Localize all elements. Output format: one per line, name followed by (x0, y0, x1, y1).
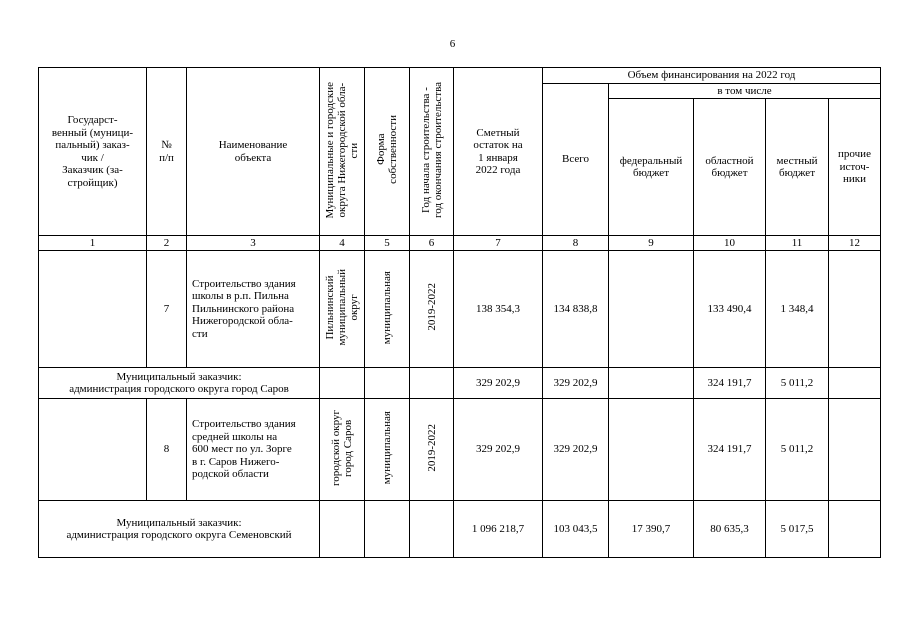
financing-table (38, 67, 881, 558)
years-text: 2019-2022 (425, 423, 438, 472)
district-cell (320, 501, 365, 558)
other-value (829, 251, 881, 368)
ownership-cell (365, 501, 410, 558)
total-value: 329 202,9 (543, 399, 609, 501)
balance-value: 329 202,9 (454, 399, 543, 501)
district-cell (320, 251, 365, 368)
row-num: 7 (147, 251, 187, 368)
federal-value (609, 368, 694, 399)
ownership-cell (365, 368, 410, 399)
header-other: прочие источ- ники (829, 99, 881, 236)
federal-value (609, 251, 694, 368)
col-number: 5 (365, 236, 410, 251)
header-customer: Государст- венный (муници- пальный) заказ- чик / Заказчик (за- стройщик) (39, 68, 147, 236)
header-regional: областной бюджет (694, 99, 766, 236)
header-ownership-text: Форма собственности (375, 115, 399, 185)
other-value (829, 501, 881, 558)
district-text: городской округ город Саров (330, 409, 354, 486)
col-number: 2 (147, 236, 187, 251)
customer-label: Муниципальный заказчик: администрация городского округа город Саров (39, 368, 320, 399)
ownership-cell (365, 399, 410, 501)
header-ownership (365, 68, 410, 236)
customer-cell (39, 251, 147, 368)
object-name: Строительство здания средней школы на 600 мест по ул. Зорге в г. Саров Нижего- родской области (187, 399, 320, 501)
district-cell (320, 399, 365, 501)
table-row (39, 251, 881, 368)
header-including: в том числе (609, 84, 881, 99)
years-cell (410, 399, 454, 501)
years-text: 2019-2022 (425, 283, 438, 332)
years-cell (410, 368, 454, 399)
header-district-text: Муниципальные и городские округа Нижегородской обла- сти (324, 81, 360, 218)
regional-value: 324 191,7 (694, 399, 766, 501)
regional-value: 324 191,7 (694, 368, 766, 399)
header-years-text: Год начала строительства - год окончания строительства (419, 81, 444, 218)
col-number: 4 (320, 236, 365, 251)
col-number: 6 (410, 236, 454, 251)
district-cell (320, 368, 365, 399)
total-value: 329 202,9 (543, 368, 609, 399)
object-name: Строительство здания школы в р.п. Пильна Пильнинского района Нижегородской обла- сти (187, 251, 320, 368)
header-num: № п/п (147, 68, 187, 236)
header-balance: Сметный остаток на 1 января 2022 года (454, 68, 543, 236)
total-value: 134 838,8 (543, 251, 609, 368)
customer-cell (39, 399, 147, 501)
federal-value (609, 399, 694, 501)
header-name: Наименование объекта (187, 68, 320, 236)
col-number: 1 (39, 236, 147, 251)
table-row (39, 368, 881, 399)
header-federal: федеральный бюджет (609, 99, 694, 236)
col-number: 9 (609, 236, 694, 251)
federal-value: 17 390,7 (609, 501, 694, 558)
col-number: 10 (694, 236, 766, 251)
balance-value: 329 202,9 (454, 368, 543, 399)
customer-label: Муниципальный заказчик: администрация городского округа Семеновский (39, 501, 320, 558)
local-value: 5 011,2 (766, 399, 829, 501)
header-years (410, 68, 454, 236)
page-number: 6 (449, 38, 456, 50)
years-cell (410, 251, 454, 368)
regional-value: 80 635,3 (694, 501, 766, 558)
balance-value: 138 354,3 (454, 251, 543, 368)
col-number: 3 (187, 236, 320, 251)
years-cell (410, 501, 454, 558)
header-district (320, 68, 365, 236)
ownership-cell (365, 251, 410, 368)
district-text: Пильнинский муниципальный округ (324, 268, 360, 346)
ownership-text: муниципальная (381, 411, 393, 485)
col-number: 7 (454, 236, 543, 251)
col-number: 11 (766, 236, 829, 251)
col-number: 12 (829, 236, 881, 251)
row-num: 8 (147, 399, 187, 501)
ownership-text: муниципальная (381, 270, 393, 344)
header-total: Всего (543, 84, 609, 236)
header-local: местный бюджет (766, 99, 829, 236)
other-value (829, 368, 881, 399)
local-value: 5 011,2 (766, 368, 829, 399)
table-row (39, 501, 881, 558)
regional-value: 133 490,4 (694, 251, 766, 368)
header-funding-group: Объем финансирования на 2022 год (543, 68, 881, 84)
total-value: 103 043,5 (543, 501, 609, 558)
other-value (829, 399, 881, 501)
table-row (39, 399, 881, 501)
local-value: 5 017,5 (766, 501, 829, 558)
col-number: 8 (543, 236, 609, 251)
balance-value: 1 096 218,7 (454, 501, 543, 558)
local-value: 1 348,4 (766, 251, 829, 368)
